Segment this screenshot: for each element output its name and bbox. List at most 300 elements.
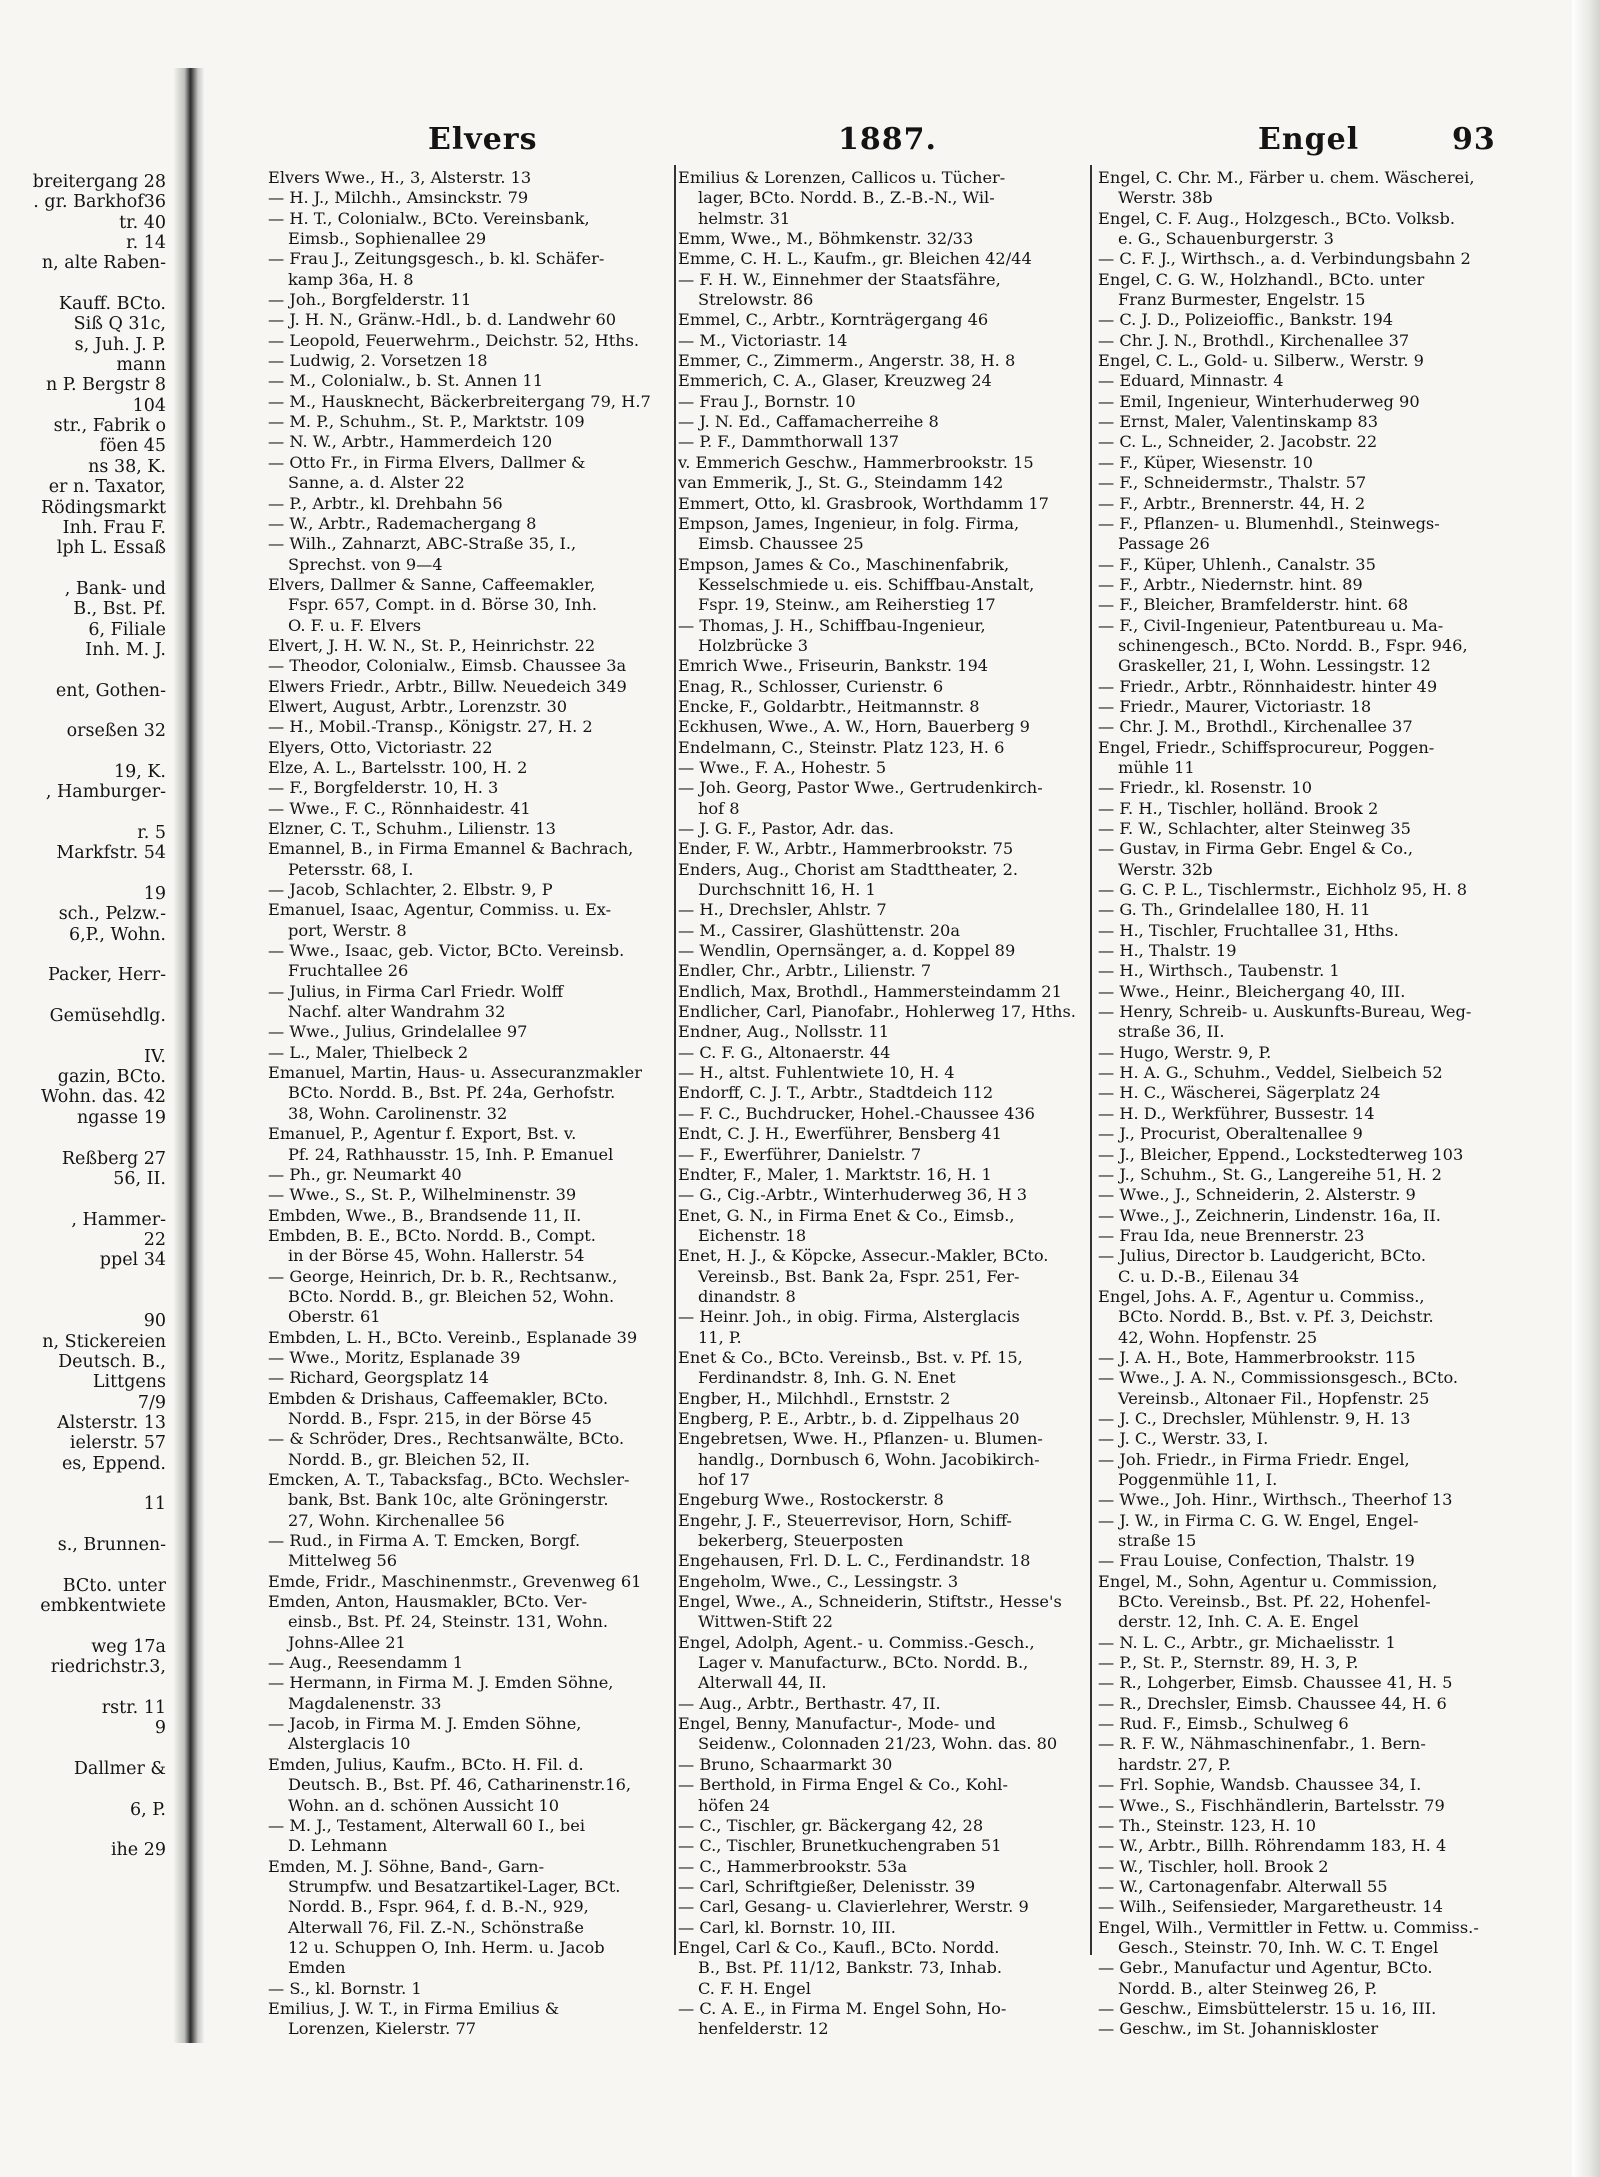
previous-page-fragment: sch., Pelzw.- <box>58 904 166 925</box>
directory-entry-line: straße 15 <box>1118 1531 1197 1551</box>
directory-entry-line: — M., Cassirer, Glashüttenstr. 20a <box>678 920 960 940</box>
previous-page-fragment: ngasse 19 <box>76 1107 166 1128</box>
directory-entry-line: — F., Küper, Wiesenstr. 10 <box>1098 452 1313 472</box>
directory-entry-line: schinengesch., BCto. Nordd. B., Fspr. 946, <box>1118 635 1468 655</box>
previous-page-fragment <box>0 1677 172 1697</box>
directory-entry-line: — J. W., in Firma C. G. W. Engel, Engel- <box>1098 1510 1419 1530</box>
directory-entry-line: — F., Schneidermstr., Thalstr. 57 <box>1098 473 1367 493</box>
previous-page-fragment <box>0 1026 172 1046</box>
previous-page-fragment: Gemüsehdlg. <box>49 1006 166 1027</box>
directory-entry-line: — Chr. J. M., Brothdl., Kirchenallee 37 <box>1098 717 1413 737</box>
directory-entry-line: Nordd. B., alter Steinweg 26, P. <box>1118 1978 1378 1998</box>
directory-entry-line: Seidenw., Colonnaden 21/23, Wohn. das. 80 <box>698 1734 1058 1754</box>
directory-entry-line: Engebretsen, Wwe. H., Pflanzen- u. Blumen- <box>678 1429 1043 1449</box>
directory-entry-line: Emanuel, Isaac, Agentur, Commiss. u. Ex- <box>268 900 612 920</box>
previous-page-fragment <box>0 1616 172 1636</box>
column-divider <box>1090 165 1092 1955</box>
directory-entry-line: Endlicher, Carl, Pianofabr., Hohlerweg 17, Hths. <box>678 1002 1076 1022</box>
directory-entry-line: — Wwe., S., St. P., Wilhelminenstr. 39 <box>268 1185 577 1205</box>
directory-entry-line: — G. C. P. L., Tischlermstr., Eichholz 95, H. 8 <box>1098 880 1468 900</box>
previous-page-fragment: Deutsch. B., <box>58 1351 166 1372</box>
directory-entry-line: Nordd. B., gr. Bleichen 52, II. <box>288 1449 530 1469</box>
directory-entry-line: Wittwen-Stift 22 <box>698 1612 833 1632</box>
directory-entry-line: Endorff, C. J. T., Arbtr., Stadtdeich 112 <box>678 1083 994 1103</box>
directory-entry-line: — P., St. P., Sternstr. 89, H. 3, P. <box>1098 1653 1359 1673</box>
previous-page-fragment: ent, Gothen- <box>55 680 166 701</box>
directory-entry-line: — Joh. Friedr., in Firma Friedr. Engel, <box>1098 1449 1410 1469</box>
directory-entry-line: — J. A. H., Bote, Hammerbrookstr. 115 <box>1098 1347 1416 1367</box>
directory-entry-line: — Berthold, in Firma Engel & Co., Kohl- <box>678 1775 1008 1795</box>
previous-page-fragment: rstr. 11 <box>101 1697 166 1718</box>
previous-page-fragment: n, alte Raben- <box>41 253 166 274</box>
directory-entry-line: Holzbrücke 3 <box>698 635 808 655</box>
directory-entry-line: Engel, C. F. Aug., Holzgesch., BCto. Volksb. <box>1098 208 1455 228</box>
directory-entry-line: Vereinsb., Bst. Bank 2a, Fspr. 251, Fer- <box>698 1266 1020 1286</box>
directory-entry-line: — C. J. D., Polizeioffic., Bankstr. 194 <box>1098 310 1394 330</box>
directory-entry-line: — Frau Louise, Confection, Thalstr. 19 <box>1098 1551 1415 1571</box>
directory-entry-line: Graskeller, 21, I, Wohn. Lessingstr. 12 <box>1118 656 1431 676</box>
directory-entry-line: — J. C., Drechsler, Mühlenstr. 9, H. 13 <box>1098 1408 1411 1428</box>
page-header <box>268 122 1496 162</box>
directory-entry-line: — F., Civil-Ingenieur, Patentbureau u. Ma- <box>1098 615 1444 635</box>
directory-entry-line: — Emil, Ingenieur, Winterhuderweg 90 <box>1098 391 1420 411</box>
previous-page-fragment: lph L. Essaß <box>56 538 166 559</box>
directory-entry-line: — Carl, Schriftgießer, Delenisstr. 39 <box>678 1876 976 1896</box>
previous-page-fragment <box>0 1189 172 1209</box>
directory-entry-line: — M. P., Schuhm., St. P., Marktstr. 109 <box>268 412 585 432</box>
directory-entry-line: — H. D., Werkführer, Bussestr. 14 <box>1098 1103 1375 1123</box>
directory-entry-line: Embden, B. E., BCto. Nordd. B., Compt. <box>268 1225 596 1245</box>
directory-entry-line: — Wwe., Joh. Hinr., Wirthsch., Theerhof 13 <box>1098 1490 1453 1510</box>
directory-entry-line: — G., Cig.-Arbtr., Winterhuderweg 36, H 3 <box>678 1185 1028 1205</box>
previous-page-fragment: er n. Taxator, <box>48 477 166 498</box>
previous-page-fragment <box>0 864 172 884</box>
directory-entry-line: — F. W., Schlachter, alter Steinweg 35 <box>1098 819 1411 838</box>
directory-entry-line: dinandstr. 8 <box>698 1286 796 1306</box>
directory-entry-line: Lager v. Manufacturw., BCto. Nordd. B., <box>698 1653 1029 1673</box>
directory-entry-line: C. F. H. Engel <box>698 1978 811 1998</box>
directory-entry-line: Engel, Wilh., Vermittler in Fettw. u. Commiss.- <box>1098 1917 1479 1937</box>
directory-entry-line: — Wilh., Seifensieder, Margaretheustr. 14 <box>1098 1897 1443 1917</box>
previous-page-fragment <box>0 1820 172 1840</box>
directory-entry-line: — Frau Ida, neue Brennerstr. 23 <box>1098 1225 1365 1245</box>
directory-entry-line: Durchschnitt 16, H. 1 <box>698 880 876 900</box>
directory-entry-line: BCto. Nordd. B., gr. Bleichen 52, Wohn. <box>288 1286 615 1306</box>
directory-entry-line: — F. H. W., Einnehmer der Staatsfähre, <box>678 269 1001 289</box>
previous-page-fragment <box>0 1515 172 1535</box>
directory-entry-line: Endelmann, C., Steinstr. Platz 123, H. 6 <box>678 737 1005 757</box>
directory-entry-line: — C. F. G., Altonaerstr. 44 <box>678 1042 891 1062</box>
previous-page-fragment: Inh. M. J. <box>85 639 166 660</box>
directory-entry-line: — Ludwig, 2. Vorsetzen 18 <box>268 351 488 371</box>
directory-entry-line: — F., Arbtr., Brennerstr. 44, H. 2 <box>1098 493 1366 513</box>
directory-entry-line: — R. F. W., Nähmaschinenfabr., 1. Bern- <box>1098 1734 1426 1754</box>
previous-page-fragment <box>0 1271 172 1291</box>
directory-entry-line: Emilius & Lorenzen, Callicos u. Tücher- <box>678 168 1006 187</box>
directory-entry-line: 11, P. <box>698 1327 742 1347</box>
directory-entry-line: O. F. u. F. Elvers <box>288 615 422 635</box>
directory-entry-line: Poggenmühle 11, I. <box>1118 1470 1278 1489</box>
directory-entry-line: — W., Tischler, holl. Brook 2 <box>1098 1856 1329 1876</box>
directory-entry-line: straße 36, II. <box>1118 1022 1225 1042</box>
directory-entry-line: — Frau J., Zeitungsgesch., b. kl. Schäfer- <box>268 249 605 269</box>
directory-entry-line: — R., Drechsler, Eimsb. Chaussee 44, H. 6 <box>1098 1693 1447 1713</box>
directory-entry-line: C. u. D.-B., Eilenau 34 <box>1118 1266 1300 1286</box>
directory-entry-line: höfen 24 <box>698 1795 770 1815</box>
directory-entry-line: B., Bst. Pf. 11/12, Bankstr. 73, Inhab. <box>698 1958 1003 1978</box>
previous-page-fragment: , Bank- und <box>64 578 166 599</box>
directory-entry-line: — Theodor, Colonialw., Eimsb. Chaussee 3a <box>268 656 627 676</box>
directory-entry-line: Gesch., Steinstr. 70, Inh. W. C. T. Engel <box>1118 1937 1439 1957</box>
directory-entry-line: Empson, James & Co., Maschinenfabrik, <box>678 554 1010 574</box>
previous-page-fragment: n, Stickereien <box>42 1331 166 1352</box>
directory-entry-line: — M., Colonialw., b. St. Annen 11 <box>268 371 544 391</box>
directory-entry-line: Elwert, August, Arbtr., Lorenzstr. 30 <box>268 696 568 716</box>
directory-entry-line: — C., Tischler, gr. Bäckergang 42, 28 <box>678 1815 984 1835</box>
directory-entry-line: Elvert, J. H. W. N., St. P., Heinrichstr. 22 <box>268 635 596 655</box>
directory-entry-line: — P. F., Dammthorwall 137 <box>678 432 900 452</box>
previous-page-fragment: 19 <box>143 884 166 905</box>
directory-entry-line: bekerberg, Steuerposten <box>698 1531 904 1551</box>
directory-entry-line: Encke, F., Goldarbtr., Heitmannstr. 8 <box>678 696 980 716</box>
previous-page-fragment: Dallmer & <box>73 1758 166 1779</box>
directory-entry-line: — J., Bleicher, Eppend., Lockstedterweg 103 <box>1098 1144 1464 1164</box>
previous-page-fragment: breitergang 28 <box>32 172 166 192</box>
directory-entry-line: Elvers, Dallmer & Sanne, Caffeemakler, <box>268 574 596 594</box>
directory-entry-line: Eckhusen, Wwe., A. W., Horn, Bauerberg 9 <box>678 717 1030 737</box>
directory-entry-line: — Wwe., S., Fischhändlerin, Bartelsstr. 79 <box>1098 1795 1445 1815</box>
previous-page-fragment <box>0 559 172 579</box>
directory-entry-line: — Ernst, Maler, Valentinskamp 83 <box>1098 412 1379 432</box>
directory-entry-line: — F., Bleicher, Bramfelderstr. hint. 68 <box>1098 595 1409 615</box>
directory-entry-line: Johns-Allee 21 <box>288 1632 406 1652</box>
directory-entry-line: Werstr. 38b <box>1118 188 1213 208</box>
directory-entry-line: Emden, Anton, Hausmakler, BCto. Ver- <box>268 1592 588 1612</box>
directory-entry-line: Fspr. 19, Steinw., am Reiherstieg 17 <box>698 595 996 615</box>
directory-entry-line: — H. A. G., Schuhm., Veddel, Sielbeich 52 <box>1098 1063 1443 1083</box>
directory-entry-line: Engel, Johs. A. F., Agentur u. Commiss., <box>1098 1286 1425 1306</box>
previous-page-fragment <box>0 1779 172 1799</box>
directory-entry-line: Franz Burmester, Engelstr. 15 <box>1118 290 1366 310</box>
directory-entry-line: Endner, Aug., Nollsstr. 11 <box>678 1022 890 1042</box>
previous-page-fragment: 7/9 <box>137 1392 166 1413</box>
previous-page-fragment: Packer, Herr- <box>47 965 166 986</box>
previous-page-fragment: IV. <box>143 1046 166 1067</box>
directory-entry-line: — Leopold, Feuerwehrm., Deichstr. 52, Hths. <box>268 330 640 350</box>
previous-page-fragment <box>0 986 172 1006</box>
directory-entry-line: — Julius, Director b. Laudgericht, BCto. <box>1098 1246 1426 1266</box>
directory-entry-line: — Julius, in Firma Carl Friedr. Wolff <box>268 981 564 1001</box>
previous-page-fragment <box>0 803 172 823</box>
directory-entry-line: — H. T., Colonialw., BCto. Vereinsbank, <box>268 208 590 228</box>
directory-entry-line: hof 17 <box>698 1470 750 1489</box>
previous-page-fragment: orseßen 32 <box>66 721 166 742</box>
directory-entry-line: BCto. Nordd. B., Bst. v. Pf. 3, Deichstr. <box>1118 1307 1434 1327</box>
directory-entry-line: Alsterglacis 10 <box>288 1734 411 1754</box>
directory-entry-line: — Wwe., Julius, Grindelallee 97 <box>268 1022 528 1042</box>
directory-entry-line: — Jacob, in Firma M. J. Emden Söhne, <box>268 1714 582 1734</box>
directory-entry-line: Elze, A. L., Bartelsstr. 100, H. 2 <box>268 757 528 777</box>
directory-entry-line: — H. J., Milchh., Amsinckstr. 79 <box>268 188 529 208</box>
directory-entry-line: Lorenzen, Kielerstr. 77 <box>288 2019 477 2039</box>
directory-entry-line: — Ph., gr. Neumarkt 40 <box>268 1164 462 1184</box>
directory-entry-line: — G. Th., Grindelallee 180, H. 11 <box>1098 900 1371 920</box>
directory-entry-line: Emilius, J. W. T., in Firma Emilius & <box>268 1998 560 2018</box>
directory-entry-line: — H., Mobil.-Transp., Königstr. 27, H. 2 <box>268 717 593 737</box>
directory-entry-line: — Wwe., J., Zeichnerin, Lindenstr. 16a, II. <box>1098 1205 1441 1225</box>
directory-entry-line: 42, Wohn. Hopfenstr. 25 <box>1118 1327 1318 1347</box>
directory-entry-line: Endler, Chr., Arbtr., Lilienstr. 7 <box>678 961 932 981</box>
previous-page-fragment: embkentwiete <box>40 1596 166 1617</box>
directory-entry-line: van Emmerik, J., St. G., Steindamm 142 <box>678 473 1004 493</box>
directory-entry-line: Engehausen, Frl. D. L. C., Ferdinandstr. 18 <box>678 1551 1031 1571</box>
directory-entry-line: — Henry, Schreib- u. Auskunfts-Bureau, Weg- <box>1098 1002 1472 1022</box>
directory-entry-line: Passage 26 <box>1118 534 1210 554</box>
previous-page-fragment <box>0 1128 172 1148</box>
directory-entry-line: — W., Arbtr., Billh. Röhrendamm 183, H. 4 <box>1098 1836 1447 1856</box>
directory-entry-line: Engel, C. L., Gold- u. Silberw., Werstr. 9 <box>1098 351 1424 371</box>
directory-entry-line: Enet, H. J., & Köpcke, Assecur.-Makler, BCto. <box>678 1246 1049 1266</box>
directory-entry-line: Emden, M. J. Söhne, Band-, Garn- <box>268 1856 545 1876</box>
directory-entry-line: — J. H. N., Gränw.-Hdl., b. d. Landwehr 60 <box>268 310 617 330</box>
directory-entry-line: e. G., Schauenburgerstr. 3 <box>1118 229 1334 249</box>
directory-entry-line: Eimsb. Chaussee 25 <box>698 534 864 554</box>
header-year: 1887. <box>838 122 937 157</box>
directory-entry-line: — Wwe., J. A. N., Commissionsgesch., BCto. <box>1098 1368 1459 1388</box>
previous-page-fragment <box>0 701 172 721</box>
directory-entry-line: — Wwe., Moritz, Esplanade 39 <box>268 1347 521 1367</box>
directory-entry-line: port, Werstr. 8 <box>288 920 407 940</box>
directory-entry-line: — Friedr., Arbtr., Rönnhaidestr. hinter 49 <box>1098 676 1438 696</box>
directory-entry-line: — Friedr., kl. Rosenstr. 10 <box>1098 778 1312 798</box>
directory-entry-line: Engehr, J. F., Steuerrevisor, Horn, Schiff- <box>678 1510 1012 1530</box>
directory-entry-line: — H., Thalstr. 19 <box>1098 941 1237 961</box>
directory-entry-line: — Aug., Arbtr., Berthastr. 47, II. <box>678 1693 941 1713</box>
directory-entry-line: Embden & Drishaus, Caffeemakler, BCto. <box>268 1388 609 1408</box>
previous-page-fragment: Reßberg 27 <box>61 1148 166 1169</box>
directory-entry-line: Sprechst. von 9—4 <box>288 554 443 574</box>
directory-entry-line: Engel, Adolph, Agent.- u. Commiss.-Gesch., <box>678 1632 1035 1652</box>
directory-entry-line: — M. J., Testament, Alterwall 60 I., bei <box>268 1815 585 1835</box>
directory-entry-line: Empson, James, Ingenieur, in folg. Firma, <box>678 513 1020 533</box>
previous-page-fragment <box>0 1291 172 1311</box>
directory-entry-line: Engel, Benny, Manufactur-, Mode- und <box>678 1714 996 1734</box>
book-spine <box>174 68 204 2043</box>
previous-page-fragment: 6, P. <box>129 1799 166 1820</box>
directory-entry-line: Enders, Aug., Chorist am Stadttheater, 2. <box>678 859 1019 879</box>
directory-entry-line: Werstr. 32b <box>1118 859 1213 879</box>
previous-page-fragment: , Hamburger- <box>45 782 166 803</box>
previous-page-fragment: . gr. Barkhof36 <box>33 192 166 213</box>
directory-entry-line: Emmert, Otto, kl. Grasbrook, Worthdamm 17 <box>678 493 1049 513</box>
directory-entry-line: — H., Tischler, Fruchtallee 31, Hths. <box>1098 920 1399 940</box>
directory-entry-line: — F., Arbtr., Niedernstr. hint. 89 <box>1098 574 1363 594</box>
directory-entry-line: Mittelweg 56 <box>288 1551 398 1571</box>
directory-entry-line: Fruchtallee 26 <box>288 961 409 981</box>
previous-page-fragment: 9 <box>154 1718 166 1739</box>
directory-entry-line: — H., altst. Fuhlentwiete 10, H. 4 <box>678 1063 955 1083</box>
previous-page-fragment: Siß Q 31c, <box>73 314 166 335</box>
directory-entry-line: — C., Tischler, Brunetkuchengraben 51 <box>678 1836 1002 1856</box>
previous-page-fragment <box>0 1474 172 1494</box>
directory-entry-line: Alterwall 44, II. <box>698 1673 827 1693</box>
directory-entry-line: Enag, R., Schlosser, Curienstr. 6 <box>678 676 944 696</box>
directory-entry-line: Endter, F., Maler, 1. Marktstr. 16, H. 1 <box>678 1164 992 1184</box>
directory-entry-line: einsb., Bst. Pf. 24, Steinstr. 131, Wohn. <box>288 1612 609 1632</box>
directory-entry-line: — C. A. E., in Firma M. Engel Sohn, Ho- <box>678 1998 1007 2018</box>
directory-entry-line: — Wilh., Zahnarzt, ABC-Straße 35, I., <box>268 534 577 554</box>
previous-page-fragment-column <box>0 172 172 1972</box>
directory-entry-line: — J., Procurist, Oberaltenallee 9 <box>1098 1124 1363 1144</box>
directory-entry-line: — N. L. C., Arbtr., gr. Michaelisstr. 1 <box>1098 1632 1396 1652</box>
directory-entry-line: BCto. Nordd. B., Bst. Pf. 24a, Gerhofstr. <box>288 1083 616 1103</box>
directory-entry-line: in der Börse 45, Wohn. Hallerstr. 54 <box>288 1246 585 1266</box>
directory-entry-line: — Frau J., Bornstr. 10 <box>678 391 856 411</box>
previous-page-fragment: ns 38, K. <box>88 456 166 477</box>
previous-page-fragment <box>0 1555 172 1575</box>
previous-page-fragment: n P. Bergstr 8 <box>45 375 166 396</box>
directory-entry-line: — M., Victoriastr. 14 <box>678 330 848 350</box>
directory-entry-line: Wohn. an d. schönen Aussicht 10 <box>288 1795 560 1815</box>
directory-entry-line: — F. H., Tischler, holländ. Brook 2 <box>1098 798 1379 818</box>
previous-page-fragment: ielerstr. 57 <box>69 1433 166 1454</box>
directory-entry-line: — Wendlin, Opernsänger, a. d. Koppel 89 <box>678 941 1016 961</box>
directory-entry-line: Nordd. B., Fspr. 215, in der Börse 45 <box>288 1408 592 1428</box>
directory-entry-line: Engel, C. Chr. M., Färber u. chem. Wäscherei, <box>1098 168 1475 187</box>
directory-entry-line: — Rud., in Firma A. T. Emcken, Borgf. <box>268 1531 581 1551</box>
directory-entry-line: handlg., Dornbusch 6, Wohn. Jacobikirch- <box>698 1449 1040 1469</box>
directory-entry-line: — Otto Fr., in Firma Elvers, Dallmer & <box>268 452 586 472</box>
directory-entry-line: — Th., Steinstr. 123, H. 10 <box>1098 1815 1317 1835</box>
directory-entry-line: — W., Cartonagenfabr. Alterwall 55 <box>1098 1876 1388 1896</box>
directory-entry-line: Emden <box>288 1958 346 1978</box>
directory-entry-line: Emanuel, Martin, Haus- u. Assecuranzmakler <box>268 1063 642 1083</box>
directory-entry-line: — R., Lohgerber, Eimsb. Chaussee 41, H. 5 <box>1098 1673 1453 1693</box>
directory-entry-line: Fspr. 657, Compt. in d. Börse 30, Inh. <box>288 595 598 615</box>
directory-entry-line: 38, Wohn. Carolinenstr. 32 <box>288 1103 508 1123</box>
directory-entry-line: Sanne, a. d. Alster 22 <box>288 473 465 493</box>
page-number: 93 <box>1452 122 1496 157</box>
directory-entry-line: Elyers, Otto, Victoriastr. 22 <box>268 737 493 757</box>
directory-entry-line: 27, Wohn. Kirchenallee 56 <box>288 1510 505 1530</box>
directory-column-2 <box>678 168 1086 2039</box>
header-left-keyword: Elvers <box>428 122 538 157</box>
previous-page-fragment: Alsterstr. 13 <box>57 1412 166 1433</box>
directory-entry-line: — P., Arbtr., kl. Drehbahn 56 <box>268 493 503 513</box>
directory-entry-line: Ender, F. W., Arbtr., Hammerbrookstr. 75 <box>678 839 1014 859</box>
directory-entry-line: Vereinsb., Altonaer Fil., Hopfenstr. 25 <box>1118 1388 1430 1408</box>
previous-page-fragment: 6, Filiale <box>88 619 166 640</box>
directory-entry-line: Emmer, C., Zimmerm., Angerstr. 38, H. 8 <box>678 351 1016 371</box>
header-right-keyword: Engel <box>1258 122 1360 157</box>
directory-entry-line: Engberg, P. E., Arbtr., b. d. Zippelhaus 20 <box>678 1408 1020 1428</box>
directory-entry-line: hardstr. 27, P. <box>1118 1754 1231 1774</box>
previous-page-fragment <box>0 1738 172 1758</box>
directory-entry-line: — Carl, Gesang- u. Clavierlehrer, Werstr. 9 <box>678 1897 1029 1917</box>
directory-entry-line: — Gustav, in Firma Gebr. Engel & Co., <box>1098 839 1414 859</box>
directory-entry-line: — J., Schuhm., St. G., Langereihe 51, H. 2 <box>1098 1164 1442 1184</box>
directory-entry-line: — Geschw., im St. Johanniskloster <box>1098 2019 1379 2039</box>
directory-entry-line: — F., Pflanzen- u. Blumenhdl., Steinwegs- <box>1098 513 1440 533</box>
directory-entry-line: helmstr. 31 <box>698 208 791 228</box>
directory-entry-line: Engber, H., Milchhdl., Ernststr. 2 <box>678 1388 951 1408</box>
directory-entry-line: — J. G. F., Pastor, Adr. das. <box>678 819 895 838</box>
directory-entry-line: — M., Hausknecht, Bäckerbreitergang 79, H.7 <box>268 391 651 411</box>
directory-entry-line: Alterwall 76, Fil. Z.-N., Schönstraße <box>288 1917 584 1937</box>
directory-entry-line: Magdalenenstr. 33 <box>288 1693 442 1713</box>
directory-entry-line: — Heinr. Joh., in obig. Firma, Alsterglacis <box>678 1307 1020 1327</box>
previous-page-fragment: Kauff. BCto. <box>58 294 166 315</box>
directory-entry-line: — Wwe., F. C., Rönnhaidestr. 41 <box>268 798 531 818</box>
directory-entry-line: Engel, C. G. W., Holzhandl., BCto. unter <box>1098 269 1425 289</box>
previous-page-fragment: str., Fabrik o <box>53 416 166 437</box>
directory-entry-line: Engeburg Wwe., Rostockerstr. 8 <box>678 1490 944 1510</box>
directory-entry-line: — J. C., Werstr. 33, I. <box>1098 1429 1269 1449</box>
directory-entry-line: kamp 36a, H. 8 <box>288 269 414 289</box>
directory-entry-line: — Wwe., F. A., Hohestr. 5 <box>678 757 887 777</box>
previous-page-fragment <box>0 274 172 294</box>
previous-page-fragment: Littgens <box>92 1372 166 1393</box>
previous-page-fragment: Markfstr. 54 <box>56 843 166 864</box>
directory-entry-line: Engel, Wwe., A., Schneiderin, Stiftstr., Hesse's <box>678 1592 1062 1612</box>
directory-entry-line: Ferdinandstr. 8, Inh. G. N. Enet <box>698 1368 956 1388</box>
directory-entry-line: Emmel, C., Arbtr., Kornträgergang 46 <box>678 310 989 330</box>
directory-entry-line: — J. N. Ed., Caffamacherreihe 8 <box>678 412 939 432</box>
directory-entry-line: Elwers Friedr., Arbtr., Billw. Neuedeich 349 <box>268 676 627 696</box>
previous-page-fragment: tr. 40 <box>119 212 166 233</box>
directory-entry-line: — Geschw., Eimsbüttelerstr. 15 u. 16, III. <box>1098 1998 1437 2018</box>
directory-entry-line: — Rud. F., Eimsb., Schulweg 6 <box>1098 1714 1349 1734</box>
directory-entry-line: Eichenstr. 18 <box>698 1225 807 1245</box>
directory-entry-line: Embden, L. H., BCto. Vereinb., Esplanade 39 <box>268 1327 638 1347</box>
previous-page-fragment <box>0 660 172 680</box>
directory-entry-line: Strumpfw. und Besatzartikel-Lager, BCt. <box>288 1876 621 1896</box>
previous-page-fragment: BCto. unter <box>62 1575 166 1596</box>
directory-entry-line: Emme, C. H. L., Kaufm., gr. Bleichen 42/44 <box>678 249 1032 269</box>
directory-entry-line: Engel, Carl & Co., Kaufl., BCto. Nordd. <box>678 1937 1000 1957</box>
directory-entry-line: — N. W., Arbtr., Hammerdeich 120 <box>268 432 553 452</box>
previous-page-fragment: 90 <box>143 1311 166 1332</box>
directory-entry-line: — L., Maler, Thielbeck 2 <box>268 1042 469 1062</box>
previous-page-fragment: 104 <box>132 395 166 416</box>
directory-entry-line: — Friedr., Maurer, Victoriastr. 18 <box>1098 696 1372 716</box>
directory-entry-line: — C. L., Schneider, 2. Jacobstr. 22 <box>1098 432 1378 452</box>
directory-entry-line: — Aug., Reesendamm 1 <box>268 1653 464 1673</box>
directory-entry-line: Petersstr. 68, I. <box>288 859 414 879</box>
previous-page-fragment: Rödingsmarkt <box>41 497 166 518</box>
previous-page-fragment: 6,P., Wohn. <box>68 924 166 945</box>
directory-entry-line: — F., Küper, Uhlenh., Canalstr. 35 <box>1098 554 1376 574</box>
directory-entry-line: — F., Ewerführer, Danielstr. 7 <box>678 1144 922 1164</box>
directory-entry-line: Endlich, Max, Brothdl., Hammersteindamm 21 <box>678 981 1062 1001</box>
directory-entry-line: bank, Bst. Bank 10c, alte Gröningerstr. <box>288 1490 609 1510</box>
directory-column-1 <box>268 168 676 2039</box>
directory-entry-line: — & Schröder, Dres., Rechtsanwälte, BCto. <box>268 1429 625 1449</box>
previous-page-fragment: weg 17a <box>91 1636 166 1657</box>
directory-entry-line: Nachf. alter Wandrahm 32 <box>288 1002 506 1022</box>
previous-page-fragment: ppel 34 <box>99 1250 166 1271</box>
previous-page-fragment: riedrichstr.3, <box>50 1657 166 1678</box>
directory-entry-line: mühle 11 <box>1118 757 1195 777</box>
directory-entry-line: — Joh., Borgfelderstr. 11 <box>268 290 472 310</box>
directory-entry-line: D. Lehmann <box>288 1836 388 1856</box>
directory-entry-line: — Chr. J. N., Brothdl., Kirchenallee 37 <box>1098 330 1410 350</box>
directory-entry-line: — H., Wirthsch., Taubenstr. 1 <box>1098 961 1340 981</box>
directory-entry-line: Pf. 24, Rathhausstr. 15, Inh. P. Emanuel <box>288 1144 614 1164</box>
previous-page-fragment: r. 5 <box>137 823 166 843</box>
directory-entry-line: Engel, Friedr., Schiffsprocureur, Poggen- <box>1098 737 1435 757</box>
directory-entry-line: henfelderstr. 12 <box>698 2019 829 2039</box>
